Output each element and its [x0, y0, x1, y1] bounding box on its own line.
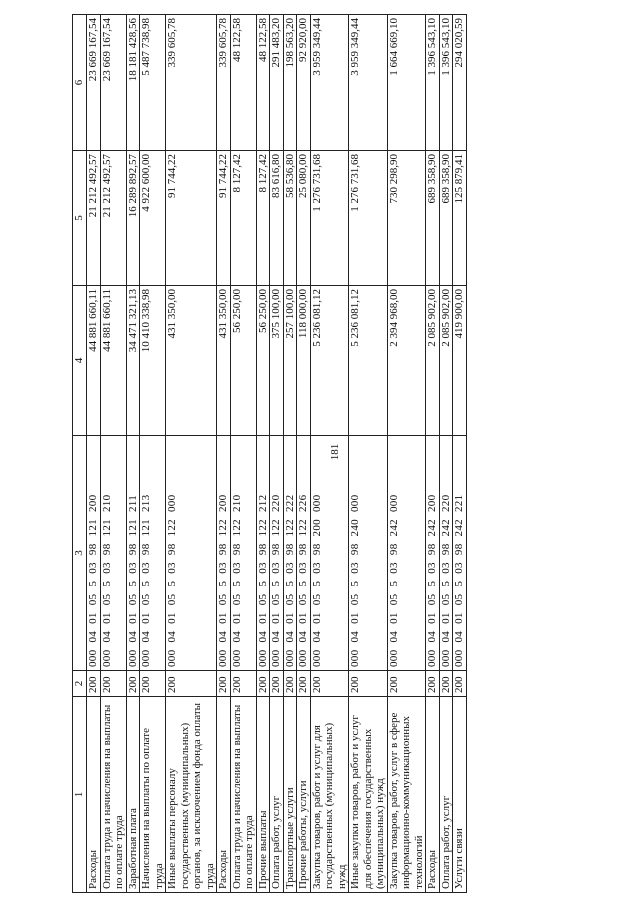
row-executed-cell: 58 536,80: [283, 151, 297, 286]
row-remaining-cell: 18 181 428,56: [126, 15, 140, 151]
row-line-code-cell: 200: [256, 671, 270, 697]
row-name-cell: Оплата работ, услуг: [439, 697, 453, 893]
row-line-code-cell: 200: [217, 671, 231, 697]
budget-execution-table: [72, 14, 467, 893]
row-remaining-cell: 3 959 349,44: [310, 15, 349, 151]
table-row: [217, 15, 231, 893]
row-executed-cell: 1 276 731,68: [349, 151, 388, 286]
row-name-cell: Прочие выплаты: [256, 697, 270, 893]
row-line-code-cell: 200: [426, 671, 440, 697]
row-name-cell: Транспортные услуги: [283, 697, 297, 893]
row-budget-code-cell: 000 04 01 05 5 03 98 122 000: [166, 436, 217, 671]
table-row: [387, 15, 426, 893]
row-line-code-cell: 200: [387, 671, 426, 697]
row-line-code-cell: 200: [230, 671, 256, 697]
row-executed-cell: 689 358,90: [439, 151, 453, 286]
row-name-cell: Начисления на выплаты по оплате труда: [140, 697, 166, 893]
row-line-code-cell: 200: [453, 671, 467, 697]
col-header-6: 6: [73, 15, 87, 151]
row-approved-cell: 375 100,00: [270, 286, 284, 436]
row-name-cell: Расходы: [87, 697, 101, 893]
row-name-cell: Закупка товаров, работ и услуг для государственных (муниципальных) нужд: [310, 697, 349, 893]
table-row: [439, 15, 453, 893]
table-row: [297, 15, 311, 893]
row-approved-cell: 118 000,00: [297, 286, 311, 436]
table-row: [283, 15, 297, 893]
row-approved-cell: 5 236 081,12: [310, 286, 349, 436]
row-approved-cell: 257 100,00: [283, 286, 297, 436]
table-row: [100, 15, 126, 893]
row-name-cell: Прочие работы, услуги: [297, 697, 311, 893]
row-executed-cell: 1 276 731,68: [310, 151, 349, 286]
row-remaining-cell: 1 664 669,10: [387, 15, 426, 151]
row-budget-code-cell: 000 04 01 05 5 03 98 122 200: [217, 436, 231, 671]
row-name-cell: Расходы: [426, 697, 440, 893]
col-header-4: 4: [73, 286, 87, 436]
row-line-code-cell: 200: [87, 671, 101, 697]
row-remaining-cell: 92 920,00: [297, 15, 311, 151]
table-row: [166, 15, 217, 893]
row-budget-code-cell: 000 04 01 05 5 03 98 121 210: [100, 436, 126, 671]
row-line-code-cell: 200: [100, 671, 126, 697]
row-remaining-cell: 48 122,58: [256, 15, 270, 151]
row-budget-code-cell: 000 04 01 05 5 03 98 122 226: [297, 436, 311, 671]
row-remaining-cell: 23 669 167,54: [87, 15, 101, 151]
row-approved-cell: 431 350,00: [166, 286, 217, 436]
row-executed-cell: 91 744,22: [217, 151, 231, 286]
row-budget-code-cell: 000 04 01 05 5 03 98 121 211: [126, 436, 140, 671]
col-header-2: 2: [73, 671, 87, 697]
table-row: [349, 15, 388, 893]
row-line-code-cell: 200: [126, 671, 140, 697]
row-executed-cell: 730 298,90: [387, 151, 426, 286]
row-executed-cell: 21 212 492,57: [100, 151, 126, 286]
row-name-cell: Оплата труда и начисления на выплаты по оплате труда: [230, 697, 256, 893]
row-remaining-cell: 294 020,59: [453, 15, 467, 151]
row-remaining-cell: 291 483,20: [270, 15, 284, 151]
row-approved-cell: 44 881 660,11: [100, 286, 126, 436]
row-remaining-cell: 1 396 543,10: [426, 15, 440, 151]
row-executed-cell: 91 744,22: [166, 151, 217, 286]
col-header-3: 3: [73, 436, 87, 671]
row-budget-code-cell: 000 04 01 05 5 03 98 122 210: [230, 436, 256, 671]
row-approved-cell: 2 085 902,00: [426, 286, 440, 436]
row-approved-cell: 56 250,00: [256, 286, 270, 436]
row-budget-code-cell: 000 04 01 05 5 03 98 122 212: [256, 436, 270, 671]
row-executed-cell: 8 127,42: [230, 151, 256, 286]
row-approved-cell: 10 410 338,98: [140, 286, 166, 436]
row-remaining-cell: 48 122,58: [230, 15, 256, 151]
row-budget-code-cell: 000 04 01 05 5 03 98 242 000: [387, 436, 426, 671]
rotated-page-content: [72, 15, 612, 893]
row-executed-cell: 125 879,41: [453, 151, 467, 286]
row-approved-cell: 431 350,00: [217, 286, 231, 436]
row-name-cell: Услуги связи: [453, 697, 467, 893]
row-approved-cell: 419 900,00: [453, 286, 467, 436]
row-budget-code-cell: 000 04 01 05 5 03 98 121 200: [87, 436, 101, 671]
row-executed-cell: 8 127,42: [256, 151, 270, 286]
row-budget-code-cell: 000 04 01 05 5 03 98 242 221: [453, 436, 467, 671]
table-row: [256, 15, 270, 893]
row-remaining-cell: 3 959 349,44: [349, 15, 388, 151]
row-line-code-cell: 200: [283, 671, 297, 697]
row-name-cell: Закупка товаров, работ, услуг в сфере информационно-коммуникационных технологий: [387, 697, 426, 893]
row-budget-code-cell: 000 04 01 05 5 03 98 200 000: [310, 436, 349, 671]
row-name-cell: Заработная плата: [126, 697, 140, 893]
page-number: 181: [329, 443, 341, 461]
table-body: [87, 15, 467, 893]
row-approved-cell: 2 394 968,00: [387, 286, 426, 436]
row-approved-cell: 5 236 081,12: [349, 286, 388, 436]
column-number-row: [73, 15, 87, 893]
row-remaining-cell: 1 396 543,10: [439, 15, 453, 151]
row-line-code-cell: 200: [166, 671, 217, 697]
table-row: [453, 15, 467, 893]
table-row: [310, 15, 349, 893]
table-row: [140, 15, 166, 893]
row-budget-code-cell: 000 04 01 05 5 03 98 242 200: [426, 436, 440, 671]
row-approved-cell: 56 250,00: [230, 286, 256, 436]
row-executed-cell: 16 289 892,57: [126, 151, 140, 286]
row-budget-code-cell: 000 04 01 05 5 03 98 122 222: [283, 436, 297, 671]
row-approved-cell: 44 881 660,11: [87, 286, 101, 436]
row-remaining-cell: 23 669 167,54: [100, 15, 126, 151]
table-row: [126, 15, 140, 893]
table-row: [230, 15, 256, 893]
row-executed-cell: 21 212 492,57: [87, 151, 101, 286]
row-budget-code-cell: 000 04 01 05 5 03 98 242 220: [439, 436, 453, 671]
row-executed-cell: 689 358,90: [426, 151, 440, 286]
row-remaining-cell: 198 563,20: [283, 15, 297, 151]
row-line-code-cell: 200: [310, 671, 349, 697]
col-header-1: 1: [73, 697, 87, 893]
row-line-code-cell: 200: [439, 671, 453, 697]
row-budget-code-cell: 000 04 01 05 5 03 98 240 000: [349, 436, 388, 671]
row-line-code-cell: 200: [140, 671, 166, 697]
row-line-code-cell: 200: [297, 671, 311, 697]
table-row: [426, 15, 440, 893]
row-approved-cell: 34 471 321,13: [126, 286, 140, 436]
row-name-cell: Оплата труда и начисления на выплаты по оплате труда: [100, 697, 126, 893]
row-remaining-cell: 339 605,78: [166, 15, 217, 151]
row-approved-cell: 2 085 902,00: [439, 286, 453, 436]
row-budget-code-cell: 000 04 01 05 5 03 98 121 213: [140, 436, 166, 671]
col-header-5: 5: [73, 151, 87, 286]
table-row: [87, 15, 101, 893]
row-name-cell: Иные выплаты персоналу государственных (муниципальных) органов, за исключением фонда оплаты труда: [166, 697, 217, 893]
row-budget-code-cell: 000 04 01 05 5 03 98 122 220: [270, 436, 284, 671]
row-executed-cell: 83 616,80: [270, 151, 284, 286]
table-row: [270, 15, 284, 893]
row-remaining-cell: 5 487 738,98: [140, 15, 166, 151]
row-remaining-cell: 339 605,78: [217, 15, 231, 151]
row-name-cell: Расходы: [217, 697, 231, 893]
row-executed-cell: 4 922 600,00: [140, 151, 166, 286]
row-line-code-cell: 200: [349, 671, 388, 697]
row-name-cell: Оплата работ, услуг: [270, 697, 284, 893]
row-executed-cell: 25 080,00: [297, 151, 311, 286]
row-line-code-cell: 200: [270, 671, 284, 697]
row-name-cell: Иные закупки товаров, работ и услуг для обеспечения государственных (муниципальных) нужд: [349, 697, 388, 893]
